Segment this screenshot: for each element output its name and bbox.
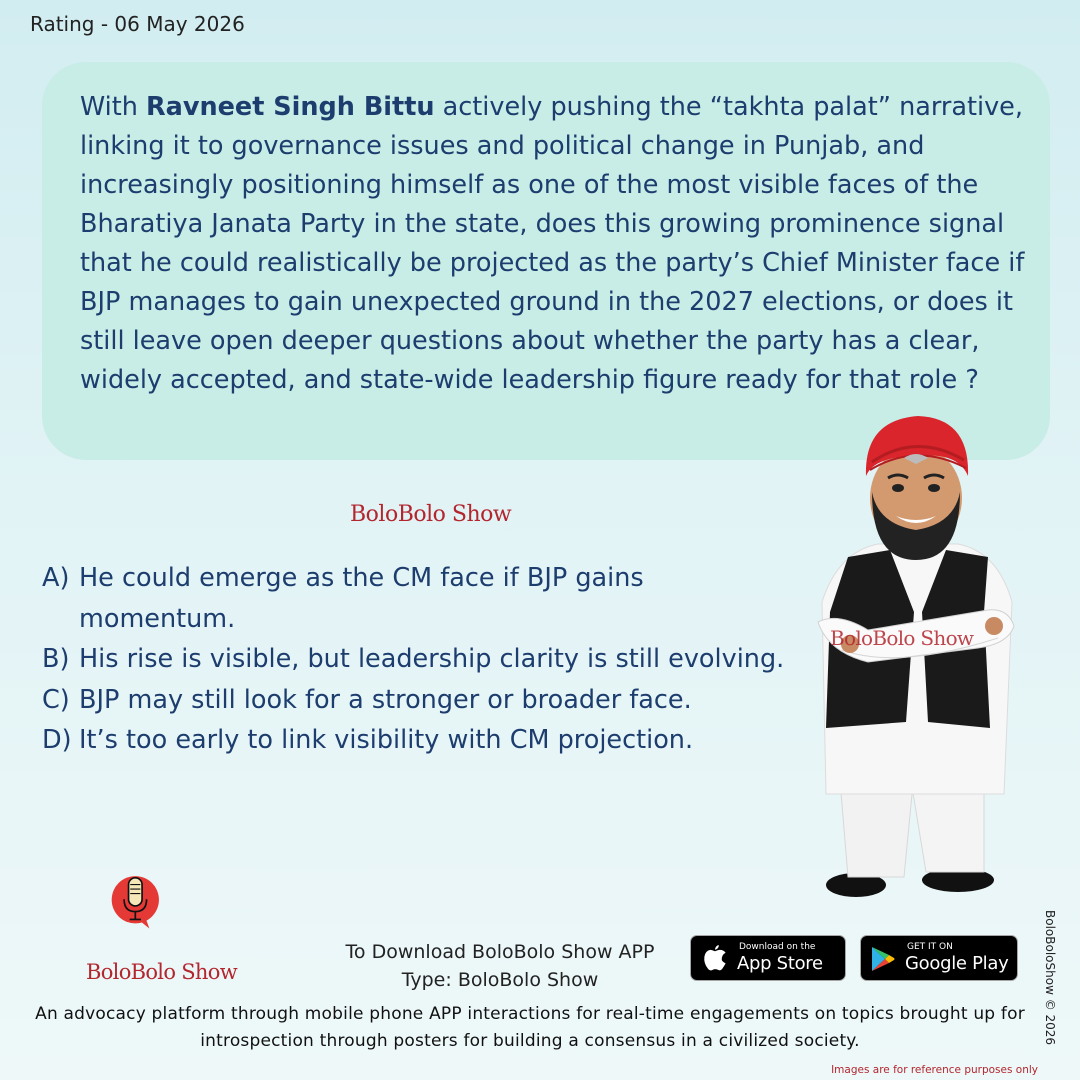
option-text: He could emerge as the CM face if BJP gains momentum. <box>79 563 644 634</box>
question-text <box>80 88 1026 400</box>
download-line-2: Type: BoloBolo Show <box>401 969 599 991</box>
option-b[interactable] <box>42 639 802 680</box>
option-letter: A) <box>42 563 70 593</box>
app-store-button[interactable] <box>690 935 846 981</box>
option-text: It’s too early to link visibility with CM projection. <box>79 725 694 755</box>
disclaimer: Images are for reference purposes only <box>831 1064 1038 1076</box>
download-instructions <box>320 938 680 994</box>
brand-mark: BoloBolo Show <box>350 502 512 527</box>
figure-watermark: BoloBolo Show <box>830 626 974 650</box>
option-text: His rise is visible, but leadership clarity is still evolving. <box>79 644 785 674</box>
option-letter: C) <box>42 684 70 715</box>
google-play-label: Google Play <box>905 953 1009 974</box>
politician-caricature <box>808 412 1028 912</box>
app-store-label: App Store <box>737 953 823 974</box>
option-a[interactable] <box>42 558 802 639</box>
download-line-1: To Download BoloBolo Show APP <box>345 941 655 963</box>
option-c[interactable] <box>42 680 802 721</box>
copyright: BoloBoloShow © 2026 <box>1043 910 1057 1046</box>
rating-date: Rating - 06 May 2026 <box>30 12 245 36</box>
app-store-small-text: Download on the <box>739 942 816 952</box>
question-box <box>42 62 1050 460</box>
question-prefix: With <box>80 92 147 122</box>
question-highlight-name: Ravneet Singh Bittu <box>146 92 435 122</box>
option-text: BJP may still look for a stronger or broader face. <box>79 684 692 715</box>
option-d[interactable] <box>42 720 802 761</box>
options-list <box>42 558 802 761</box>
option-letter: D) <box>42 725 72 755</box>
question-body: actively pushing the “takhta palat” narrative, linking it to governance issues and political change in Punjab, and increasingly positioning himself as one of the most visible faces of the Bharatiya Janata Party in the state, does this growing prominence signal that he could realistically be projected as the party’s Chief Minister face if BJP manages to gain unexpected ground in the 2027 elections, or does it still leave open deeper questions about whether the party has a clear, widely accepted, and state-wide leadership figure ready for that role ? <box>80 92 1025 395</box>
option-letter: B) <box>42 644 70 674</box>
logo-brand-name: BoloBolo Show <box>86 960 237 984</box>
google-play-icon <box>871 946 895 972</box>
tagline: An advocacy platform through mobile phone APP interactions for real-time engagements on topics brought up for introspection through posters for building a consensus in a civilized society. <box>35 1004 1025 1051</box>
podcast-microphone-icon <box>110 866 200 956</box>
apple-icon <box>703 945 727 972</box>
google-play-button[interactable] <box>860 935 1018 981</box>
google-play-small-text: GET IT ON <box>907 942 953 952</box>
